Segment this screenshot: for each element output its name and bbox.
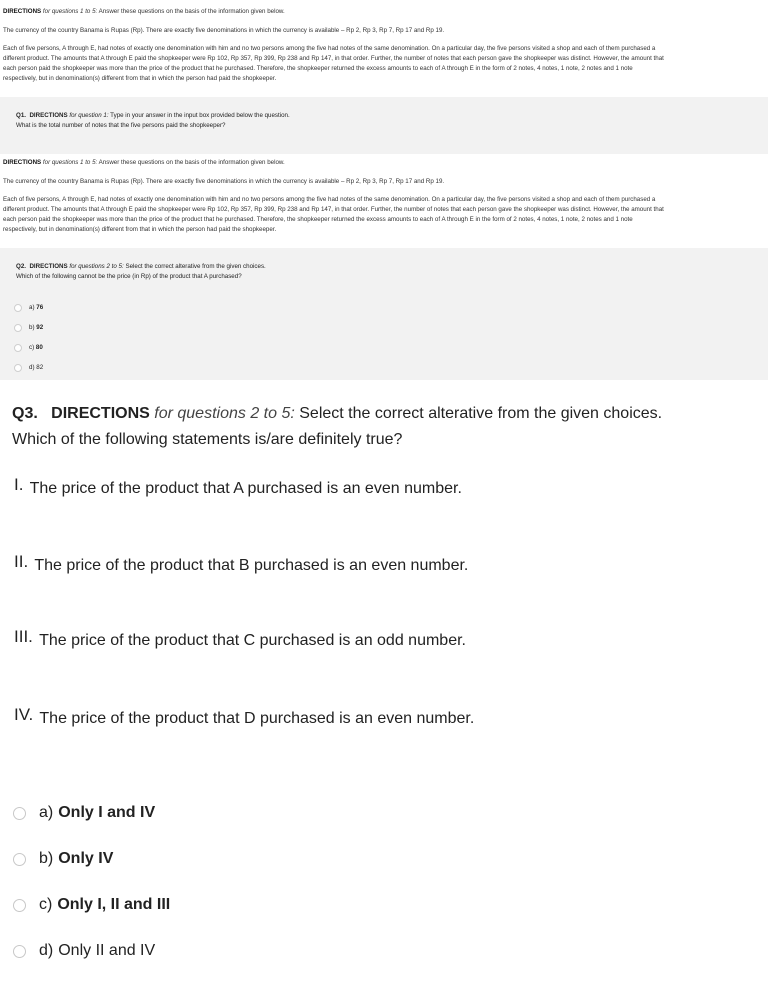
statement-text: The price of the product that D purchased is an even number. [39,710,475,727]
paragraph-line: each person paid the shopkeeper was more than the price of the product that he purchased. Therefore, the shopkeeper returned the excess amounts to each of A through E in the form of 2 notes, 4 notes, 1 note, 2 notes and 1 note [3,65,633,72]
directions-label: DIRECTIONS [51,405,150,422]
question-1-header [16,111,290,121]
radio-button[interactable] [14,364,22,372]
radio-button[interactable] [14,324,22,332]
option-text: 76 [36,304,44,311]
directions-label: DIRECTIONS [3,159,42,166]
statement-4 [14,704,474,730]
statement-3 [14,626,466,652]
option-letter: a) [29,304,35,311]
directions-scope: for questions 1 to 5: [42,159,98,166]
q3-option-a[interactable] [13,803,155,823]
paragraph-line: different product. The amounts that A through E paid the shopkeeper were Rp 102, Rp 357, Rp 399, Rp 238 and Rp 147, in that order. Further, the number of notes that each person gave the shopkeeper was distinct. However, the amount that [3,206,664,213]
paragraph-line: respectively, but in denomination(s) different from that in which the person had paid the shopkeeper. [3,75,277,82]
q2-option-a[interactable] [14,303,43,313]
paragraph-line: each person paid the shopkeeper was more than the price of the product that he purchased. Therefore, the shopkeeper returned the excess amounts to each of A through E in the form of 2 notes, 4 notes, 1 note, 2 notes and 1 note [3,216,633,223]
q3-option-b[interactable] [13,849,113,869]
question-number: Q1. [16,112,26,119]
option-text: Only IV [58,850,114,867]
radio-button[interactable] [14,304,22,312]
q2-option-b[interactable] [14,323,43,333]
statement-text: The price of the product that C purchased is an odd number. [39,632,466,649]
q3-option-d[interactable] [13,941,155,961]
option-letter: b) [39,850,54,867]
directions-text: Answer these questions on the basis of the information given below. [98,8,285,15]
directions-scope: for questions 1 to 5: [42,8,98,15]
info-paragraph-1 [3,44,765,84]
statement-numeral: IV. [14,705,34,724]
currency-line-2: The currency of the country Banama is Rupas (Rp). There are exactly five denominations in which the currency is available – Rp 2, Rp 3, Rp 7, Rp 17 and Rp 19. [3,178,445,185]
directions-scope: for questions 2 to 5: [69,263,124,270]
question-1-text: What is the total number of notes that the five persons paid the shopkeeper? [16,122,226,129]
question-2-header [16,262,266,272]
radio-button[interactable] [13,807,26,820]
question-3-text: Which of the following statements is/are definitely true? [12,431,403,448]
directions-label: DIRECTIONS [3,8,42,15]
option-text: Only II and IV [58,942,156,959]
question-number: Q2. [16,263,26,270]
q2-option-c[interactable] [14,343,43,353]
statement-2 [14,551,468,577]
option-letter: a) [39,804,54,821]
question-number: Q3. [12,405,38,422]
directions-text: Select the correct alterative from the given choices. [125,263,266,270]
directions-text: Type in your answer in the input box provided below the question. [110,112,290,119]
paragraph-line: Each of five persons, A through E, had notes of exactly one denomination with him and no two persons among the five had notes of the same denomination. On a particular day, the five persons visited a shop and each of them purchased a [3,196,656,203]
option-text: 92 [36,324,44,331]
currency-line-1: The currency of the country Banama is Rupas (Rp). There are exactly five denominations in which the currency is available – Rp 2, Rp 3, Rp 7, Rp 17 and Rp 19. [3,27,445,34]
info-paragraph-2 [3,195,765,235]
radio-button[interactable] [13,945,26,958]
radio-button[interactable] [13,853,26,866]
directions-line-2 [3,158,285,168]
option-letter: c) [39,896,53,913]
option-letter: d) [29,364,35,371]
directions-text: Answer these questions on the basis of the information given below. [98,159,285,166]
question-3-header [12,404,662,424]
statement-text: The price of the product that A purchased is an even number. [29,480,462,497]
paragraph-line: different product. The amounts that A through E paid the shopkeeper were Rp 102, Rp 357, Rp 399, Rp 238 and Rp 147, in that order. Further, the number of notes that each person gave the shopkeeper was distinct. However, the amount that [3,55,664,62]
question-1-panel [0,97,768,154]
option-letter: d) [39,942,54,959]
radio-button[interactable] [14,344,22,352]
directions-scope: for question 1: [69,112,109,119]
radio-button[interactable] [13,899,26,912]
directions-label: DIRECTIONS [29,263,68,270]
directions-scope: for questions 2 to 5: [154,405,295,422]
question-2-text: Which of the following cannot be the price (in Rp) of the product that A purchased? [16,273,242,280]
statement-numeral: I. [14,475,24,494]
option-text: 80 [35,344,43,351]
paragraph-line: respectively, but in denomination(s) different from that in which the person had paid the shopkeeper. [3,226,277,233]
option-letter: c) [29,344,35,351]
paragraph-line: Each of five persons, A through E, had notes of exactly one denomination with him and no two persons among the five had notes of the same denomination. On a particular day, the five persons visited a shop and each of them purchased a [3,45,656,52]
option-letter: b) [29,324,35,331]
directions-text: Select the correct alterative from the given choices. [299,405,663,422]
directions-label: DIRECTIONS [29,112,68,119]
statement-numeral: III. [14,627,33,646]
option-text: 82 [36,364,44,371]
option-text: Only I, II and III [57,896,171,913]
question-2-panel [0,248,768,380]
directions-line-1 [3,7,285,17]
statement-1 [14,474,462,500]
option-text: Only I and IV [58,804,156,821]
q2-option-d[interactable] [14,363,43,373]
q3-option-c[interactable] [13,895,170,915]
statement-numeral: II. [14,552,29,571]
statement-text: The price of the product that B purchased is an even number. [34,557,469,574]
